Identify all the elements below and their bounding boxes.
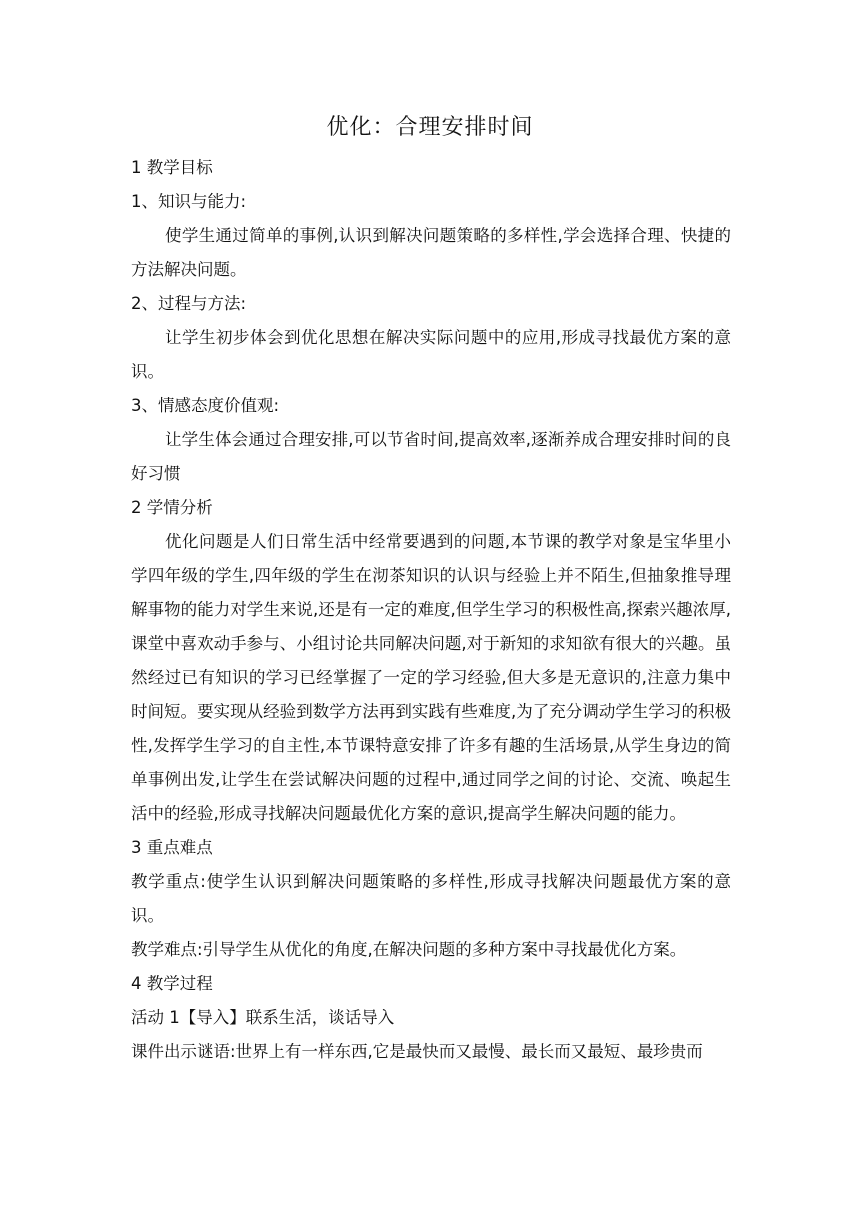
subheading-knowledge: 1、知识与能力: (131, 192, 247, 211)
section-heading-process: 4 教学过程 (131, 974, 213, 993)
paragraph-focus: 教学重点:使学生认识到解决问题策略的多样性,形成寻找解决问题最优方案的意识。 (131, 872, 731, 925)
paragraph-process: 让学生初步体会到优化思想在解决实际问题中的应用,形成寻找最优方案的意识。 (131, 328, 731, 381)
document-title: 优化：合理安排时间 (326, 115, 534, 140)
document-body (131, 151, 731, 1069)
section-heading-analysis: 2 学情分析 (131, 498, 213, 517)
paragraph-knowledge: 使学生通过简单的事例,认识到解决问题策略的多样性,学会选择合理、快捷的方法解决问题。 (131, 226, 731, 279)
section-heading-objectives: 1 教学目标 (131, 158, 213, 177)
paragraph-activity-1: 活动 1【导入】联系生活，谈话导入 (131, 1008, 395, 1027)
paragraph-riddle: 课件出示谜语:世界上有一样东西,它是最快而又最慢、最长而又最短、最珍贵而 (131, 1042, 703, 1061)
paragraph-analysis: 优化问题是人们日常生活中经常要遇到的问题,本节课的教学对象是宝华里小学四年级的学生,四年级的学生在沏茶知识的认识与经验上并不陌生,但抽象推导理解事物的能力对学生来说,还是有一定的难度,但学生学习的积极性高,探索兴趣浓厚,课堂中喜欢动手参与、小组讨论共同解决问题,对于新知的求知欲有很大的兴趣。虽然经过已有知识的学习已经掌握了一定的学习经验,但大多是无意识的,注意力集中时间短。要实现从经验到数学方法再到实践有些难度,为了充分调动学生学习的积极性,发挥学生学习的自主性,本节课特意安排了许多有趣的生活场景,从学生身边的简单事例出发,让学生在尝试解决问题的过程中,通过同学之间的讨论、交流、唤起生活中的经验,形成寻找解决问题最优化方案的意识,提高学生解决问题的能力。 (131, 532, 731, 823)
paragraph-emotion: 让学生体会通过合理安排,可以节省时间,提高效率,逐渐养成合理安排时间的良好习惯 (131, 430, 731, 483)
subheading-emotion: 3、情感态度价值观: (131, 396, 280, 415)
paragraph-difficulty: 教学难点:引导学生从优化的角度,在解决问题的多种方案中寻找最优化方案。 (131, 940, 687, 959)
section-heading-key-points: 3 重点难点 (131, 838, 213, 857)
subheading-process: 2、过程与方法: (131, 294, 247, 313)
